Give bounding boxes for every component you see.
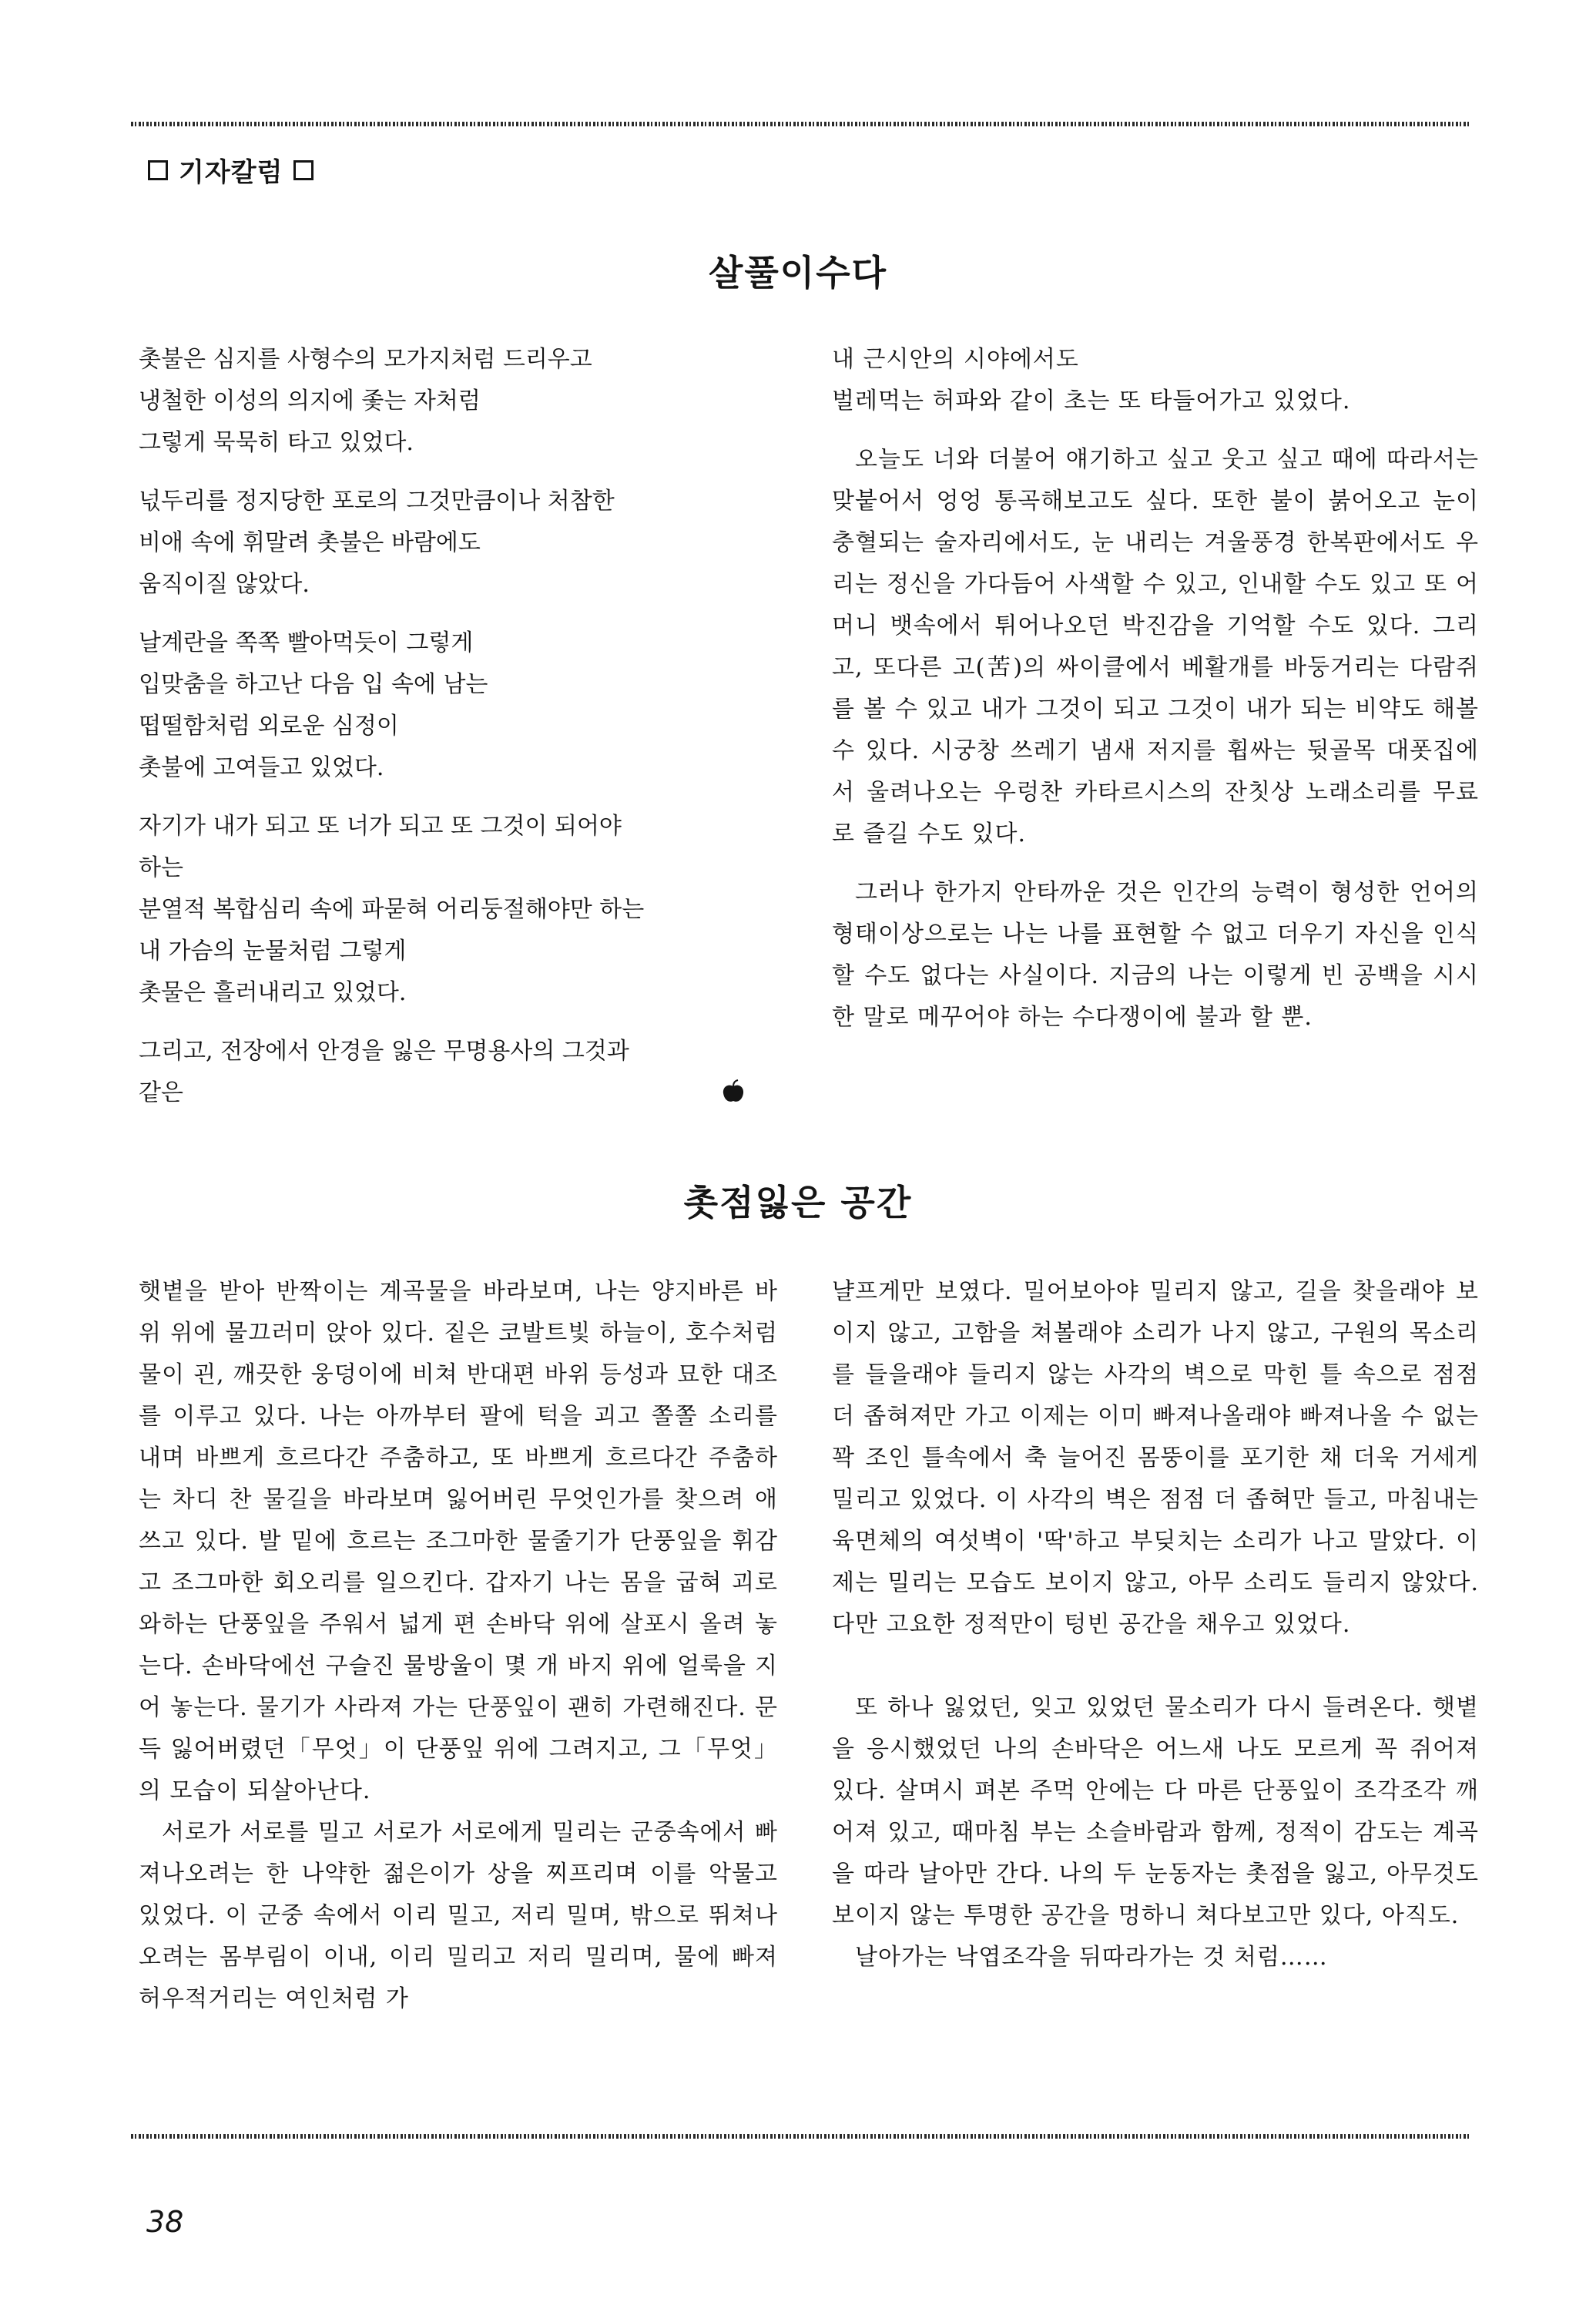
- bottom-dotted-rule: [131, 2134, 1471, 2139]
- top-dotted-rule: [131, 122, 1471, 126]
- apple-ornament-icon: [720, 1079, 746, 1105]
- essay-column: [139, 1271, 778, 2020]
- essay-paragraph: 햇볕을 받아 반짝이는 계곡물을 바라보며, 나는 양지바른 바위 위에 물끄러미 앉아 있다. 짙은 코발트빛 하늘이, 호수처럼 물이 괸, 깨끗한 웅덩이에 비쳐 반대편 바위 등성과 묘한 대조를 이루고 있다. 나는 아까부터 팔에 턱을 괴고 쫄쫄 소리를 내며 바쁘게 흐르다간 주춤하고, 또 바쁘게 흐르다간 주춤하는 차디 찬 물길을 바라보며 잃어버린 무엇인가를 찾으려 애쓰고 있다. 발 밑에 흐르는 조그마한 물줄기가 단풍잎을 휘감고 조그마한 회오리를 일으킨다. 갑자기 나는 몸을 굽혀 괴로와하는 단풍잎을 주워서 넓게 편 손바닥 위에 살포시 올려 놓는다. 손바닥에선 구슬진 물방울이 몇 개 바지 위에 얼룩을 지어 놓는다. 물기가 사라져 가는 단풍잎이 괜히 가련해진다. 문득 잃어버렸던「무엇」이 단풍잎 위에 그려지고, 그「무엇」의 모습이 되살아난다.: [139, 1278, 778, 1804]
- essay-paragraph: 그러나 한가지 안타까운 것은 인간의 능력이 형성한 언어의 형태이상으로는 나는 나를 표현할 수 없고 더우기 자신을 인식할 수도 없다는 사실이다. 지금의 나는 이렇게 빈 공백을 시시한 말로 메꾸어야 하는 수다쟁이에 불과 할 뿐.: [832, 879, 1479, 1031]
- essay-paragraph: 날아가는 낙엽조각을 뒤따라가는 것 처럼……: [855, 1944, 1328, 1971]
- square-bullet-icon: [148, 160, 168, 180]
- essay-paragraph: 냘프게만 보였다. 밀어보아야 밀리지 않고, 길을 찾을래야 보이지 않고, 고함을 쳐볼래야 소리가 나지 않고, 구원의 목소리를 들을래야 들리지 않는 사각의 벽으로 막힌 틀 속으로 점점 더 좁혀져만 가고 이제는 이미 빠져나올래야 빠져나올 수 없는 꽉 조인 틀속에서 축 늘어진 몸뚱이를 포기한 채 더욱 거세게 밀리고 있었다. 이 사각의 벽은 점점 더 좁혀만 들고, 마침내는 육면체의 여섯벽이 '딱'하고 부딪치는 소리가 나고 말았다. 이제는 밀리는 모습도 보이지 않고, 아무 소리도 들리지 않았다. 다만 고요한 정적만이 텅빈 공간을 채우고 있었다.: [832, 1278, 1479, 1638]
- essay-column: [832, 1271, 1479, 1978]
- essay-paragraph: 내 근시안의 시야에서도 벌레먹는 허파와 같이 초는 또 타들어가고 있었다.: [832, 346, 1351, 414]
- poem-stanza: 촛불은 심지를 사형수의 모가지처럼 드리우고 냉철한 이성의 의지에 좇는 자처럼 그렇게 묵묵히 타고 있었다.: [139, 346, 592, 456]
- page-number: 38: [146, 2205, 184, 2239]
- kicker-label: 기자칼럼: [179, 157, 283, 188]
- essay-paragraph: 또 하나 잃었던, 잊고 있었던 물소리가 다시 들려온다. 햇볕을 응시했었던 나의 손바닥은 어느새 나도 모르게 꼭 쥐어져 있다. 살며시 펴본 주먹 안에는 다 마른 단풍잎이 조각조각 깨어져 있고, 때마침 부는 소슬바람과 함께, 정적이 감도는 계곡을 따라 날아만 간다. 나의 두 눈동자는 촛점을 잃고, 아무것도 보이지 않는 투명한 공간을 멍하니 쳐다보고만 있다, 아직도.: [832, 1694, 1479, 1929]
- poem-stanza: 그리고, 전장에서 안경을 잃은 무명용사의 그것과 같은: [139, 1038, 629, 1106]
- essay-column: [832, 339, 1479, 1055]
- essay-paragraph: 오늘도 너와 더불어 얘기하고 싶고 웃고 싶고 때에 따라서는 맞붙어서 엉엉 통곡해보고도 싶다. 또한 불이 붉어오고 눈이 충혈되는 술자리에서도, 눈 내리는 겨울풍경 한복판에서도 우리는 정신을 가다듬어 사색할 수 있고, 인내할 수도 있고 또 어머니 뱃속에서 튀어나오던 박진감을 기억할 수도 있다. 그리고, 또다른 고(苦)의 싸이클에서 베활개를 바둥거리는 다람쥐를 볼 수 있고 내가 그것이 되고 그것이 내가 되는 비약도 해볼 수 있다. 시궁창 쓰레기 냄새 저지를 휩싸는 뒷골목 대폿집에서 울려나오는 우렁찬 카타르시스의 잔칫상 노래소리를 무료로 즐길 수도 있다.: [832, 446, 1479, 847]
- column-kicker: [148, 151, 314, 189]
- poem-stanza: 자기가 내가 되고 또 너가 되고 또 그것이 되어야 하는 분열적 복합심리 속에 파묻혀 어리둥절해야만 하는 내 가슴의 눈물처럼 그렇게 촛물은 흘러내리고 있었다.: [139, 813, 645, 1006]
- poem-stanza: 넋두리를 정지당한 포로의 그것만큼이나 처참한 비애 속에 휘말려 촛불은 바람에도 움직이질 않았다.: [139, 488, 615, 598]
- article-title: 살풀이수다: [708, 252, 888, 294]
- square-bullet-icon: [293, 160, 314, 180]
- poem-stanza: 날계란을 쪽쪽 빨아먹듯이 그렇게 입맞춤을 하고난 다음 입 속에 남는 떱떨함처럼 외로운 심정이 촛불에 고여들고 있었다.: [139, 629, 488, 781]
- poem-column: [139, 339, 801, 1131]
- essay-paragraph: 서로가 서로를 밀고 서로가 서로에게 밀리는 군중속에서 빠져나오려는 한 나약한 젊은이가 상을 찌프리며 이를 악물고 있었다. 이 군중 속에서 이리 밀고, 저리 밀며, 밖으로 뛰쳐나오려는 몸부림이 이내, 이리 밀리고 저리 밀리며, 물에 빠져 허우적거리는 여인처럼 가: [139, 1819, 778, 2012]
- article-title: 촛점잃은 공간: [683, 1182, 913, 1223]
